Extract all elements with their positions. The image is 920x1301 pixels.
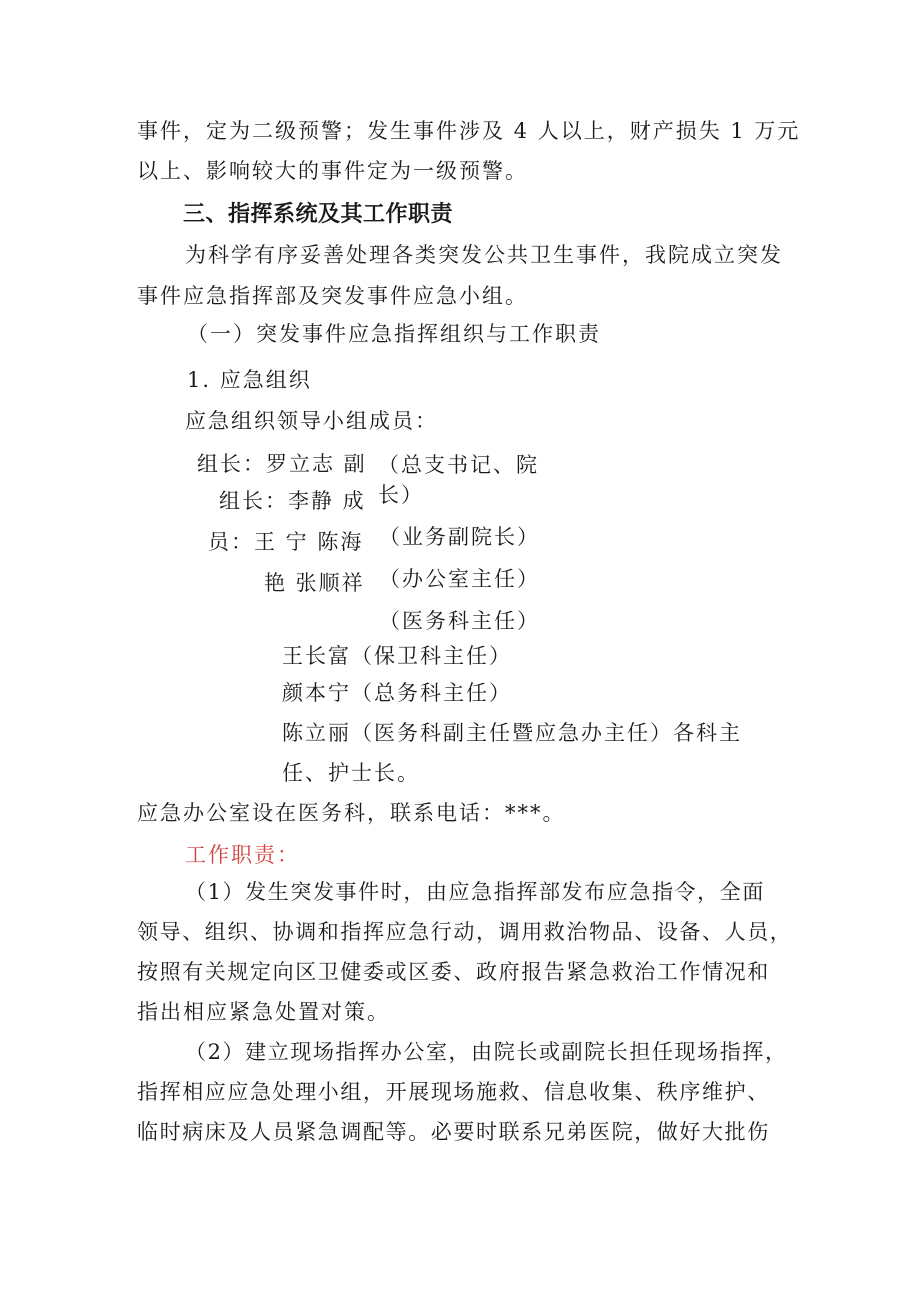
paragraph-line: 为科学有序妥善处理各类突发公共卫生事件，我院成立突发 [185, 243, 783, 267]
member-role: （业务副院长） [379, 525, 540, 549]
member-role: （总支书记、院 [378, 453, 539, 477]
member-line: 颜本宁（总务科主任） [282, 681, 512, 705]
paragraph-line: （1）发生突发事件时，由应急指挥部发布应急指令，全面 [185, 880, 765, 904]
paragraph-line: （2）建立现场指挥办公室，由院长或副院长担任现场指挥， [185, 1040, 788, 1064]
paragraph-line: 指出相应紧急处置对策。 [137, 1000, 390, 1024]
member-line: 任、护士长。 [282, 761, 420, 785]
member-role: （医务科主任） [379, 609, 540, 633]
paragraph-line: 按照有关规定向区卫健委或区委、政府报告紧急救治工作情况和 [137, 960, 770, 984]
member-line: 王长富（保卫科主任） [282, 644, 512, 668]
duties-heading: 工作职责： [185, 843, 300, 867]
member-role: （办公室主任） [379, 567, 540, 591]
paragraph-line: 临时病床及人员紧急调配等。必要时联系兄弟医院，做好大批伤 [137, 1120, 770, 1144]
member-name: 员：王 宁 陈海 [208, 530, 364, 554]
item-heading: 1. 应急组织 [187, 368, 312, 392]
paragraph-line: 以上、影响较大的事件定为一级预警。 [137, 159, 528, 183]
member-role: 长） [378, 483, 424, 507]
member-name: 组长：李静 成 [219, 489, 366, 513]
paragraph-line: 事件应急指挥部及突发事件应急小组。 [137, 284, 528, 308]
paragraph-line: 领导、组织、协调和指挥应急行动，调用救治物品、设备、人员， [137, 920, 793, 944]
member-name: 艳 张顺祥 [264, 571, 365, 595]
paragraph-line: 指挥相应应急处理小组，开展现场施救、信息收集、秩序维护、 [137, 1080, 770, 1104]
leaders-intro: 应急组织领导小组成员： [185, 409, 438, 433]
member-line: 陈立丽（医务科副主任暨应急办主任）各科主 [282, 721, 742, 745]
office-line: 应急办公室设在医务科，联系电话：***。 [137, 801, 566, 825]
paragraph-line: 事件，定为二级预警；发生事件涉及 4 人以上，财产损失 1 万元 [137, 119, 801, 143]
member-name: 组长：罗立志 副 [197, 452, 367, 476]
subsection-heading: （一）突发事件应急指挥组织与工作职责 [187, 322, 601, 346]
section-heading: 三、指挥系统及其工作职责 [183, 202, 454, 227]
